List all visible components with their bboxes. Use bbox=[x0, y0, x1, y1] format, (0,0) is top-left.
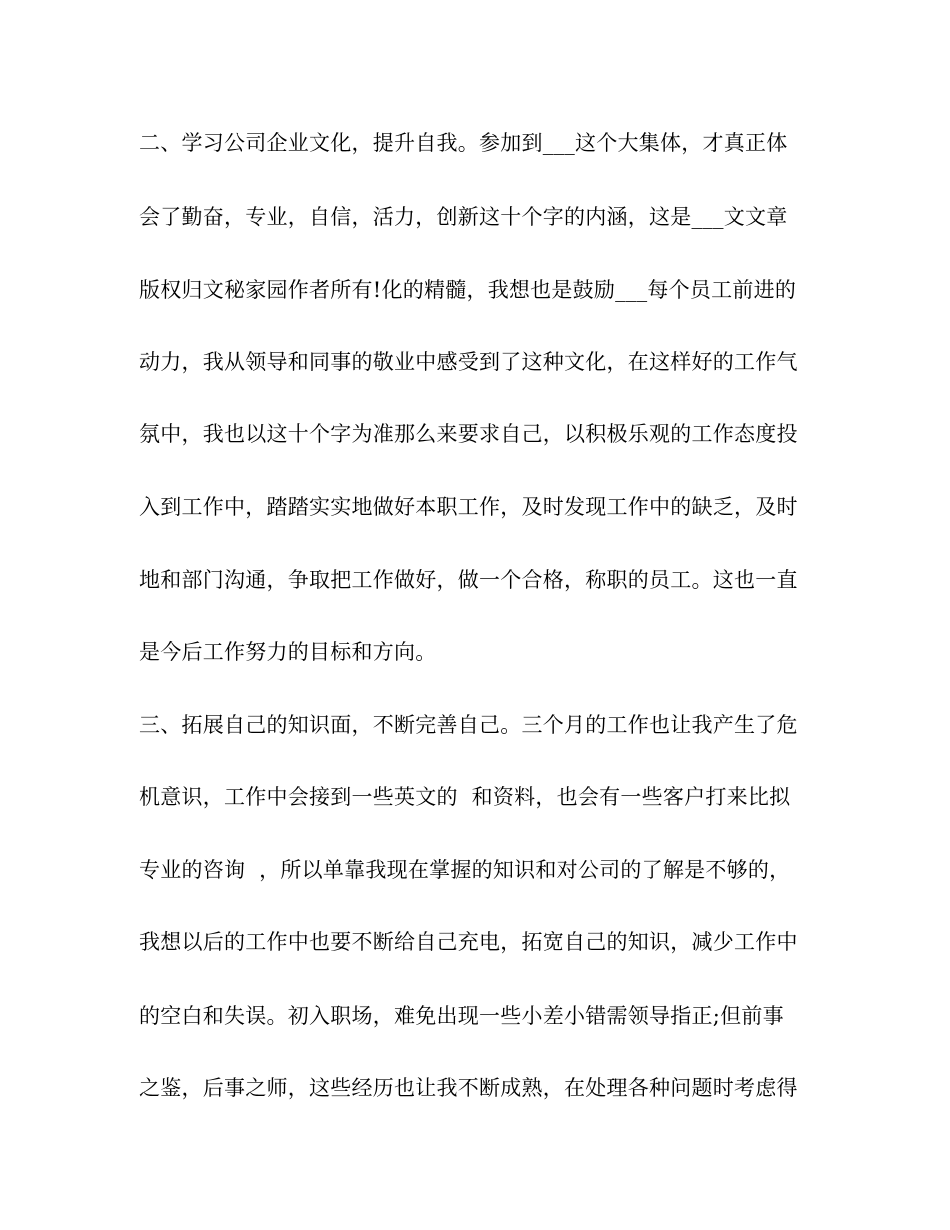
paragraph-line-2: 会了勤奋，专业，自信，活力，创新这十个字的内涵，这是___文文章 bbox=[139, 205, 788, 229]
paragraph-line-10: 机意识，工作中会接到一些英文的 和资料，也会有一些客户打来比拟 bbox=[139, 785, 791, 809]
paragraph-line-7: 地和部门沟通，争取把工作做好，做一个合格，称职的员工。这也一直 bbox=[139, 568, 798, 592]
paragraph-line-6: 入到工作中，踏踏实实地做好本职工作，及时发现工作中的缺乏，及时 bbox=[139, 495, 798, 519]
paragraph-line-13: 的空白和失误。初入职场，难免出现一些小差小错需领导指正;但前事 bbox=[139, 1004, 784, 1028]
paragraph-line-11: 专业的咨询 ，所以单靠我现在掌握的知识和对公司的了解是不够的， bbox=[139, 858, 791, 882]
paragraph-line-12: 我想以后的工作中也要不断给自己充电，拓宽自己的知识，减少工作中 bbox=[139, 930, 798, 954]
paragraph-line-3: 版权归文秘家园作者所有!化的精髓，我想也是鼓励___每个员工前进的 bbox=[139, 278, 797, 302]
paragraph-line-5: 氛中，我也以这十个字为准那么来要求自己，以积极乐观的工作态度投 bbox=[139, 422, 798, 446]
paragraph-line-14: 之鉴，后事之师，这些经历也让我不断成熟，在处理各种问题时考虑得 bbox=[139, 1076, 798, 1100]
paragraph-line-8: 是今后工作努力的目标和方向。 bbox=[139, 640, 437, 664]
paragraph-line-4: 动力，我从领导和同事的敬业中感受到了这种文化，在这样好的工作气 bbox=[139, 350, 798, 374]
paragraph-line-1: 二、学习公司企业文化，提升自我。参加到___这个大集体，才真正体 bbox=[139, 131, 788, 155]
paragraph-line-9: 三、拓展自己的知识面，不断完善自己。三个月的工作也让我产生了危 bbox=[139, 713, 798, 737]
